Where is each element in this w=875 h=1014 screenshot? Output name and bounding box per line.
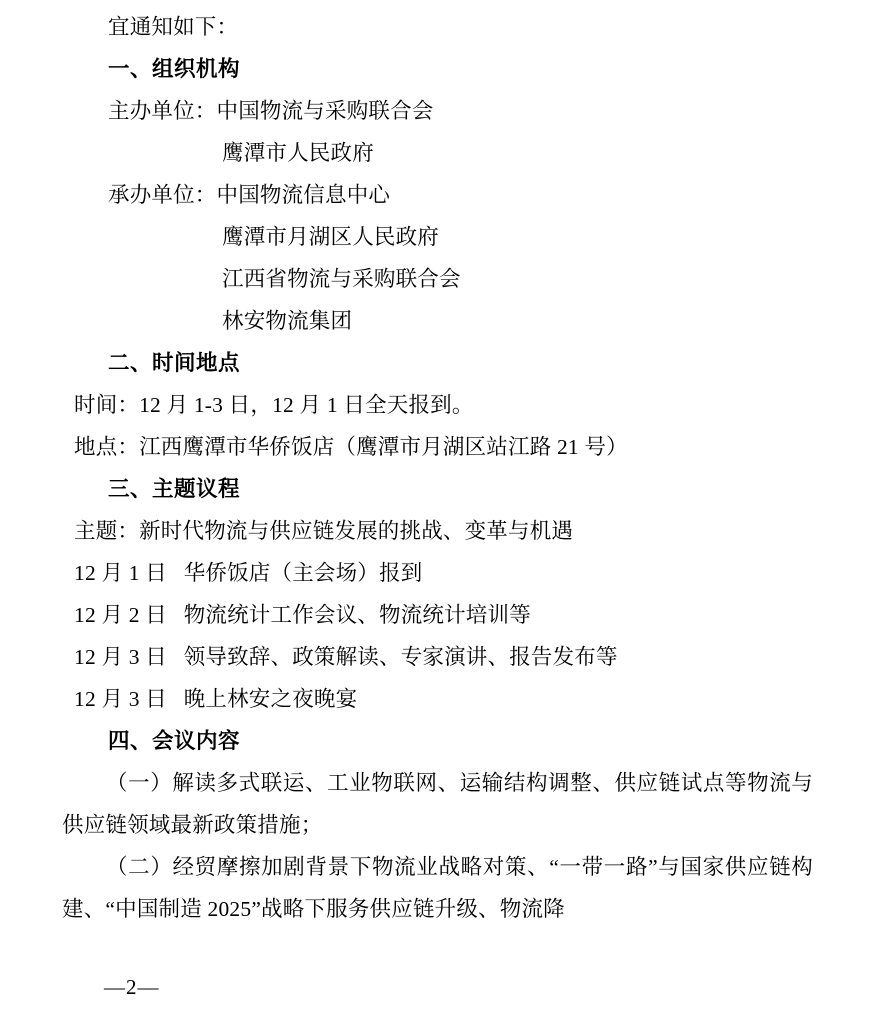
section-heading-4: 四、会议内容 (108, 729, 241, 753)
section-3-line-2: 12 月 1 日 华侨饭店（主会场）报到 (74, 561, 423, 585)
section-3-line-4: 12 月 3 日 领导致辞、政策解读、专家演讲、报告发布等 (74, 645, 618, 669)
section-2-line-1: 时间：12 月 1-3 日，12 月 1 日全天报到。 (74, 393, 474, 417)
section-1-line-3: 承办单位：中国物流信息中心 (108, 183, 391, 207)
section-1-line-4: 鹰潭市月湖区人民政府 (222, 225, 440, 249)
section-4-paragraph-2: （二）经贸摩擦加剧背景下物流业战略对策、“一带一路”与国家供应链构建、“中国制造 2025”战略下服务供应链升级、物流降 (62, 855, 813, 921)
section-1-line-2: 鹰潭市人民政府 (222, 141, 374, 165)
section-1-line-6: 林安物流集团 (222, 309, 353, 333)
section-heading-1: 一、组织机构 (108, 57, 241, 81)
page-number: —2— (104, 975, 160, 999)
section-1-line-5: 江西省物流与采购联合会 (222, 267, 461, 291)
section-3-line-3: 12 月 2 日 物流统计工作会议、物流统计培训等 (74, 603, 531, 627)
section-1-line-1: 主办单位：中国物流与采购联合会 (108, 99, 434, 123)
intro-line: 宜通知如下： (108, 15, 239, 39)
section-2-line-2: 地点：江西鹰潭市华侨饭店（鹰潭市月湖区站江路 21 号） (74, 435, 628, 459)
section-heading-2: 二、时间地点 (108, 351, 241, 375)
section-3-line-5: 12 月 3 日 晚上林安之夜晚宴 (74, 687, 358, 711)
section-3-line-1: 主题：新时代物流与供应链发展的挑战、变革与机遇 (74, 519, 574, 543)
section-4-paragraph-1: （一）解读多式联运、工业物联网、运输结构调整、供应链试点等物流与供应链领域最新政策措施； (62, 771, 813, 837)
section-heading-3: 三、主题议程 (108, 477, 241, 501)
